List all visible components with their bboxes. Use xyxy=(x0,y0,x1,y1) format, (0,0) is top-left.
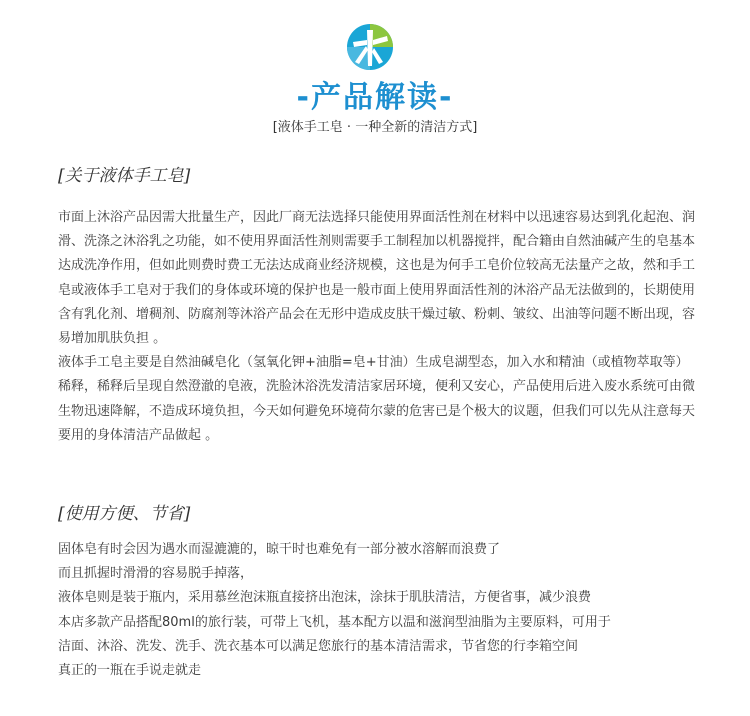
page-subtitle: [液体手工皂 · 一种全新的清洁方式] xyxy=(272,120,478,135)
brand-logo-icon xyxy=(345,22,395,72)
section-body-about xyxy=(58,206,698,448)
section-heading-convenience: [使用方便、节省] xyxy=(58,504,191,524)
text-line: 固体皂有时会因为遇水而湿漉漉的，晾干时也难免有一部分被水溶解而浪费了 xyxy=(58,542,501,557)
page-title: -产品解读- xyxy=(296,80,454,115)
text-line: 而且抓握时滑滑的容易脱手掉落， xyxy=(58,566,254,582)
text-line: 液体皂则是装于瓶内，采用慕丝泡沫瓶直接挤出泡沫，涂抹于肌肤清洁，方便省事，减少浪费 xyxy=(58,590,592,606)
section-heading-about: [关于液体手工皂] xyxy=(58,166,191,186)
section-body-convenience xyxy=(58,538,698,683)
text-line: 真正的一瓶在手说走就走 xyxy=(58,662,202,678)
text-line: 本店多款产品搭配80ml的旅行装，可带上飞机，基本配方以温和滋润型油脂为主要原料，可用于 xyxy=(58,614,611,630)
text-line: 洁面、沐浴、洗发、洗手、洗衣基本可以满足您旅行的基本清洁需求，节省您的行李箱空间 xyxy=(58,638,579,654)
paragraph: 液体手工皂主要是自然油碱皂化（氢氧化钾+油脂=皂+甘油）生成皂湖型态，加入水和精油（或植物萃取等）稀释，稀释后呈现自然澄澈的皂液，洗脸沐浴洗发清洁家居环境，便利又安心，产品使用后进入废水系统可由微生物迅速降解，不造成环境负担，今天如何避免环境荷尔蒙的危害已是个极大的议题，但我们可以先从注意每天要用的身体清洁产品做起 。 xyxy=(58,355,696,443)
paragraph: 市面上沐浴产品因需大批量生产，因此厂商无法选择只能使用界面活性剂在材料中以迅速容易达到乳化起泡、润滑、洗涤之沐浴乳之功能，如不使用界面活性剂则需要手工制程加以机器搅拌，配合籍由自然油碱产生的皂基本达成洗净作用，但如此则费时费工无法达成商业经济规模，这也是为何手工皂价位较高无法量产之故，然和手工皂或液体手工皂对于我们的身体或环境的保护也是一般市面上使用界面活性剂的沐浴产品无法做到的，长期使用含有乳化剂、增稠剂、防腐剂等沐浴产品会在无形中造成皮肤干燥过敏、粉刺、皱纹、出油等问题不断出现，容易增加肌肤负担 。 xyxy=(58,210,696,347)
